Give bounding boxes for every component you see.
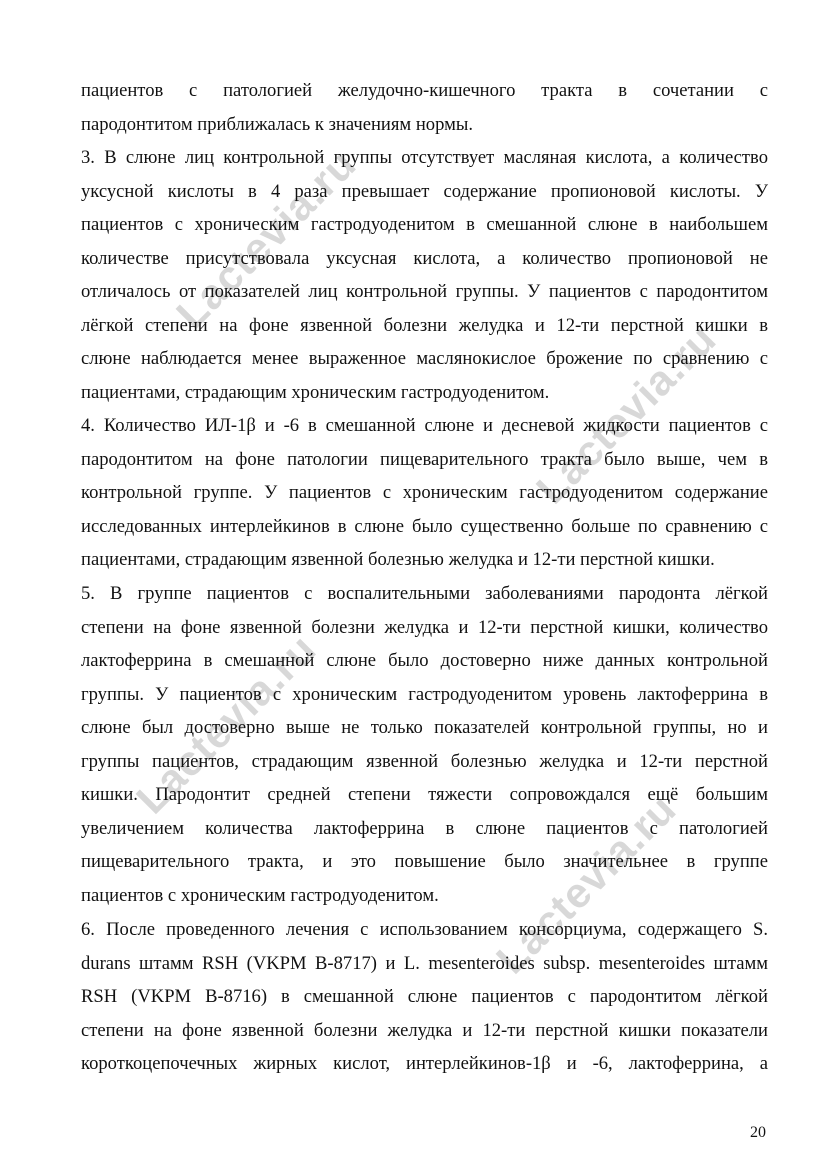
text-line: пациентов с хроническим гастродуоденитом. — [81, 884, 439, 906]
text-line: 4. Количество ИЛ-1β и -6 в смешанной слюне и десневой жидкости пациентов с — [81, 415, 768, 436]
paragraph-item-4 — [81, 409, 768, 577]
text-line: лактоферрина в смешанной слюне было достоверно ниже данных контрольной — [81, 650, 768, 671]
text-line: увеличением количества лактоферрина в слюне пациентов с патологией — [81, 817, 768, 839]
text-line: слюне наблюдается менее выраженное маслянокислое брожение по сравнению с — [81, 348, 768, 369]
paragraph-item-6 — [81, 913, 768, 1081]
paragraph-continuation — [81, 74, 768, 141]
text-line: отличалось от показателей лиц контрольной группы. У пациентов с пародонтитом — [81, 281, 768, 302]
text-line: пациентами, страдающим хроническим гастродуоденитом. — [81, 381, 550, 403]
text-line: пародонтитом на фоне патологии пищеварительного тракта было выше, чем в — [81, 448, 768, 470]
text-line: пищеварительного тракта, и это повышение было значительнее в группе — [81, 851, 768, 872]
text-line: уксусной кислоты в 4 раза превышает содержание пропионовой кислоты. У — [81, 180, 768, 202]
text-line: пациентов с патологией желудочно-кишечного тракта в сочетании с — [81, 80, 768, 101]
text-line: короткоцепочечных жирных кислот, интерлейкинов-1β и -6, лактоферрина, а — [81, 1053, 768, 1074]
text-line: контрольной группе. У пациентов с хроническим гастродуоденитом содержание — [81, 482, 768, 503]
text-line: количестве присутствовала уксусная кислота, а количество пропионовой не — [81, 247, 768, 269]
text-line: RSH (VKPM B-8716) в смешанной слюне пациентов с пародонтитом лёгкой — [81, 986, 768, 1007]
text-line: слюне был достоверно выше не только показателей контрольной группы, но и — [81, 717, 768, 738]
paragraph-item-5 — [81, 577, 768, 912]
page-number: 20 — [750, 1124, 766, 1141]
text-line: исследованных интерлейкинов в слюне было существенно больше по сравнению с — [81, 515, 768, 537]
text-line: 6. После проведенного лечения с использованием консорциума, содержащего S. — [81, 919, 768, 940]
text-line: 3. В слюне лиц контрольной группы отсутствует масляная кислота, а количество — [81, 147, 768, 168]
text-line: пациентов с хроническим гастродуоденитом в смешанной слюне в наибольшем — [81, 214, 768, 235]
text-line: пародонтитом приближалась к значениям нормы. — [81, 113, 474, 135]
watermark: Lactevia.ru — [167, 139, 365, 338]
text-line: группы пациентов, страдающим язвенной болезнью желудка и 12-ти перстной — [81, 750, 768, 772]
watermark: Lactevia.ru — [487, 784, 685, 983]
watermark: Lactevia.ru — [527, 314, 725, 513]
text-line: пациентами, страдающим язвенной болезнью желудка и 12-ти перстной кишки. — [81, 549, 715, 570]
text-line: степени на фоне язвенной болезни желудка и 12-ти перстной кишки показатели — [81, 1019, 768, 1041]
text-line: лёгкой степени на фоне язвенной болезни желудка и 12-ти перстной кишки в — [81, 314, 768, 336]
text-line: группы. У пациентов с хроническим гастродуоденитом уровень лактоферрина в — [81, 683, 768, 705]
paragraph-item-3 — [81, 141, 768, 409]
text-line: степени на фоне язвенной болезни желудка и 12-ти перстной кишки, количество — [81, 616, 768, 638]
text-line: durans штамм RSH (VKPM B-8717) и L. mesenteroides subsp. mesenteroides штамм — [81, 952, 768, 974]
watermark: Lactevia.ru — [127, 624, 325, 823]
text-line: 5. В группе пациентов с воспалительными заболеваниями пародонта лёгкой — [81, 583, 768, 604]
text-line: кишки. Пародонтит средней степени тяжести сопровождался ещё большим — [81, 784, 768, 805]
